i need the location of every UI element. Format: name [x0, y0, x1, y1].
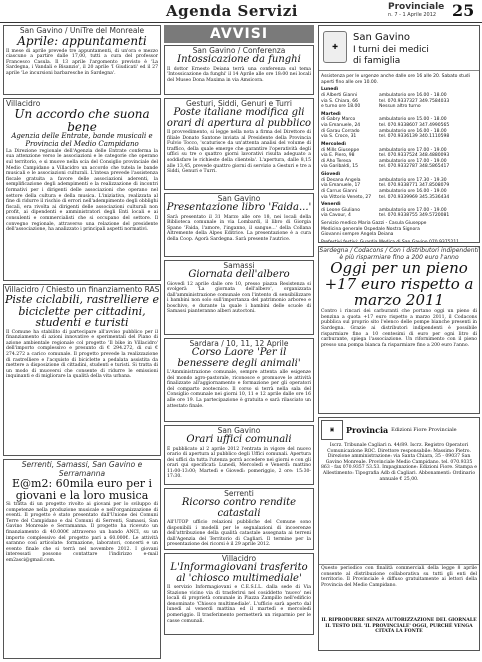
article-headline: Presentazione libro 'Faida...': [166, 202, 312, 213]
doctor-name: e turno ore 18.00: [321, 104, 361, 110]
doctors-subtitle: di famiglia: [353, 56, 401, 66]
article-body: L'Amministrazione comunale, sempre attenta alle esigenze del mondo agro-pastorale, riconosce e promuove le attività finalizzate all'aggiornamento e formazione per gli operatori del comparto zootecnico. Il corso si terrà nella sala del Consiglio comunale nei giorni 10, 11 e 12 aprile dalle ore 16 alle ore 19. La partecipazione è gratuita e sarà rilasciato un attestato finale.: [167, 370, 311, 409]
doctor-hours: ambulatorio ore 17.00 - 19.00: [379, 207, 447, 213]
article-funghi: [164, 45, 314, 95]
doctor-hours: Nessun altro turno: [379, 104, 421, 110]
doctor-name: via Vittorio Veneto, 27: [321, 194, 372, 200]
doctor-hours: tel. 070.9336139 340.1110598: [379, 134, 450, 140]
doctor-hours: tel. 070.9337524 348.4880093: [379, 153, 450, 159]
masthead-body: Iscrz. Tribunale Cagliari n. 44/89. Iscrz. Registro Operatori Comunicazione ROC. Direttore responsabile: Massimo Pietro. Direzione amministrazione: via Santa Chiara, 35 - 09037 San Gavino Monreale. Provinciale Medio Campidano. tel. 070.9335 863 - fax 070.9357 53.53. Impaginazione: Edizioni Fiore. Stampa e Allestimento: Tipografia Adb di Cagliari. Abbonamenti: Ordinario annuale € 25,00.: [321, 443, 477, 482]
doctor-hours: tel. 070.9338755 349.5720081: [379, 213, 450, 219]
article-kicker: San Gavino: [217, 426, 261, 435]
doctor-name: via E. Piero, 98: [321, 153, 355, 159]
doctors-footer: Prefestivi festivi: Guardia Medica di San Gavino 070 9375211.: [321, 239, 461, 243]
column-right: [318, 25, 480, 654]
article-body: All'UTOP ufficio relazioni pubbliche del Comune sono disponibili i modelli per le segnalazioni di incoerenze dell'attribuzione della qualità catastale assegnata ai terreni dall'Agenzia del Territorio di Cagliari. Il termine per la presentazione dei ricorsi è il 29 aprile 2012.: [167, 520, 311, 548]
article-kicker: Samassi: [223, 261, 255, 270]
doctor-name: di Desana Angela: [321, 177, 361, 183]
column-left: [3, 25, 161, 662]
article-albero: [164, 260, 314, 335]
article-em2: [3, 459, 161, 659]
article-body: Il Comune ha stabilito di partecipare all'avviso pubblico per il finanziamento di azioni innovative e sperimentali del Piano di azione ambientale regionale col progetto 'Il bike in Villacidro' dell'importo complessivo e presunto di € 294.272, di cui € 274.272 a carico comunale. Il progetto prevede la realizzazione di rastrelliere e l'acquisto di biciclette a pedalata assistita da mettere a disposizione di cittadini, studenti e turisti. Si tratta di un modo di muoversi che consente di ridurre le emissioni inquinanti e di migliorare la qualità della vita urbana.: [6, 329, 158, 380]
doctor-hours: ambulatorio ore 17.00 - 19.00: [379, 158, 447, 164]
doctor-row: [321, 134, 477, 140]
article-headline: Oggi per un pieno +17 euro rispetto a marzo 2011: [324, 259, 474, 309]
article-body: Il mese di aprile prevede tre appuntamenti, di un'ora e mezzo ciascuno a partire dalle 17,00, tutti a cura del professor Francesco Casula. Il 13 aprile l'argomento previsto è 'La Sardegna, i Vandali e Bisanzio', il 20 aprile 'I Giudicati' ed il 27 aprile 'Le incursioni barbaresche in Sardegna'.: [6, 48, 158, 76]
article-body: Il servizio Informagiovani e C.E.S.I.L. dalla sede di Via Stazione vicino via di trasferirsi nel cosiddetto 'nuovo' nei locali di proprietà comunale in Piazza Zampillo nell'edificio denominato 'Chiosco multimediale'. L'ufficio sarà aperto dal lunedì al venerdì mattina ed il martedì e mercoledì pomeriggio. Il trasferimento permetterà un risparmio per le casse comunali.: [167, 585, 311, 624]
doctor-hours: ambulatorio ore 15.00 - 18.00: [379, 117, 447, 123]
doctor-name: di Garau Corrado: [321, 128, 360, 134]
extra-service: Giovanni sempre Angela Deiana: [321, 232, 394, 238]
article-kicker: Villacidro / Chiesto un finanziamento RAS: [4, 285, 160, 294]
article-headline: Corso Laore 'Per il benessere degli animali': [177, 347, 301, 369]
article-headline: L'Informagiovani trasferito al 'chiosco multimediale': [170, 562, 308, 584]
doctor-name: di Alberti Gianni: [321, 92, 358, 98]
doctor-hours: ambulatorio ore 16.00 - 19.00: [379, 188, 447, 194]
doctor-name: di Carrus Gianni: [321, 188, 358, 194]
doctors-town: San Gavino: [353, 32, 411, 43]
article-unitre: [3, 25, 161, 95]
masthead-notice: Questo periodico con finalità commerciali della legge 8 aprile consente al distribuzione collaborativa su tutti gli enti del territorio. Il Provinciale è diffuso gratuitamente ai lettori della Provincia del Medio Campidano.: [319, 564, 479, 617]
article-catasto: [164, 488, 314, 550]
extra-service: Servizio medico Maria Gazzi - Casula Giuseppe: [321, 221, 427, 226]
article-headline: Giornata dell'albero: [188, 269, 290, 280]
article-headline: Ricorso contro rendite catastali: [181, 497, 297, 519]
doctor-hours: ambulatorio ore 17.00 - 19.00: [379, 147, 447, 153]
article-subhead: Agenzia delle Entrate, bande musicali e Provincia del Medio Campidano: [11, 132, 153, 148]
doctor-hours: ambulatorio ore 17.30 - 19.30: [379, 177, 447, 183]
doctors-title: I turni dei medici: [353, 45, 429, 55]
article-kicker: Villacidro: [6, 99, 41, 108]
article-accordo: [3, 98, 161, 281]
doctor-name: via Cavour, 4: [321, 213, 351, 219]
article-body: La Direzione regionale dell'Agenzia delle Entrate conferma la sua attenzione verso le associazioni e le categorie che operano sul territorio, e si muove nella scia del Consiglio provinciale del Medio Campidano a Villacidro un accordo che tutela le bande musicali e le associazioni culturali. L'intesa prevede l'assistenza fiscale gratuita a favore delle associazioni aderenti, la semplificazione degli adempimenti e la realizzazione di incontri formativi per i dirigenti delle associazioni che operano nel settore della cultura e della musica. L'iniziativa, realizzata al fine di ridurre il rischio di errori nell'adempimento degli obblighi fiscali, era rivolta ai dirigenti delle associazioni culturali non profit, ai dipendenti e amministratori degli Enti locali e ai consulenti e commercialisti che si occupano del settore. Il convegno regionale, attraverso una relazione del presidente dell'associazione, ha analizzato i principali aspetti normativi.: [6, 148, 158, 233]
article-kicker: Sardara / 10, 11, 12 Aprile: [189, 339, 289, 348]
doctor-row: [321, 195, 477, 201]
doctors-schedule: [318, 25, 480, 243]
page-header: [0, 0, 482, 23]
section-title: Agenda Servizi: [166, 2, 298, 20]
medical-cross-icon: ✚: [323, 31, 347, 63]
article-kicker: Serrenti, Samassi, San Gavino e Serramanna: [21, 460, 143, 478]
article-informagiovani: [164, 553, 314, 635]
doctor-row: [321, 104, 477, 110]
article-body: Sarà presentato il 31 Marzo alle ore 18, nei locali della Biblioteca comunale in via Lombardi, il libro di Giorgia Spano 'Faida, l'amore, l'inganno, il sangue...' della Collana Altremente della Alpes Editrice. La presentazione è a cura della Coop. Agorà Sardegna. Sarà presente l'autrice.: [167, 214, 311, 242]
article-headline: Poste italiane modifica gli orari di apertura al pubblico: [166, 107, 312, 129]
doctor-hours: tel. 070.9337327 349.7584033: [379, 98, 450, 104]
doctor-name: di Leone Giuliano: [321, 207, 360, 213]
article-headline: Aprile: appuntamenti: [17, 34, 147, 48]
doctor-name: di Aho Teresa: [321, 158, 352, 164]
article-piste: [3, 284, 161, 456]
masthead-footer: IL RIPRODURRE SENZA AUTORIZZAZIONE DEL GIORNALE IL TESTO DEL 'IL PROVINCIALE' OGGI, PURCHÉ VENGA CITATA LA FONTE: [321, 618, 477, 635]
article-body: Si tratta di un progetto rivolto ai giovani per lo sviluppo di competenze nella produzione musicale e nell'organizzazione di eventi. Il progetto è stato presentato dall'Unione dei Comuni Terre del Campidano e dai Comuni di Serrenti, Samassi, San Gavino Monreale e Serramanna. Il progetto ha ricevuto un finanziamento di 40.000€ attraverso un bando ANCI, su un importo complessivo del progetto pari a 60.000€. Le attività saranno così articolate: formazione, laboratori, concerti e un evento finale che si terrà nel novembre 2012. I giovani interessati possono contattare l'indirizzo e-mail em2asci@gmail.com.: [6, 502, 158, 564]
issue-label: n. 7 - 1 Aprile 2012: [388, 12, 437, 18]
article-headline: Orari uffici comunali: [186, 434, 292, 445]
doctor-name: di Gabry Marco: [321, 117, 356, 123]
day-heading: Mercoledì: [321, 141, 346, 147]
doctor-name: via S. Chiara, 66: [321, 98, 359, 104]
doctors-list: [319, 73, 479, 243]
day-heading: Venerdì: [321, 202, 341, 208]
article-headline: Un accordo che suona bene: [14, 107, 150, 134]
extra-service: Medicina generale Ospedale Nostra Signora: [321, 226, 420, 232]
doctor-hours: tel. 070.9339969 345.3536434: [379, 194, 450, 200]
provincia-emblem-icon: ▣: [321, 420, 343, 440]
doctor-hours: tel. 070.9338771 347.8508079: [379, 183, 450, 189]
article-faida: [164, 193, 314, 257]
doctor-hours: ambulatorio ore 16.00 - 18.00: [379, 128, 447, 134]
doctor-name: via Garibaldi, 15: [321, 164, 359, 170]
article-kicker: San Gavino / UniTre del Monreale: [19, 26, 145, 35]
article-body: Il provvedimento, si legge nella nota a firma del Direttore di filiale Donato Santone inviata al Presidente della Provincia Fulvio Tocco, 'scaturisce da un'attenta analisi del volume di traffico, della quale emerge che garantire l'operatività degli uffici su tre o quattro giorni lavorativi risulta adeguato a soddisfare le richieste della clientela'. L'apertura, dalle 8,15 alle 13,45, prevede quattro giorni di servizio a Gesturi e tre a Siddi, Genuri e Turri.: [167, 130, 311, 175]
doctor-row: [321, 213, 477, 219]
article-body: È pubblicato al 2 aprile 2012 l'entrata in vigore del nuovo orario di apertura al pubblico degli Uffici comunali. Apertura dei uffici da tutta l'utenza porrà accedere nei giorni e con gli orari qui specificati: Lunedì, Mercoledì e Venerdì: mattino 11:00-13:00; Martedì e Giovedì: pomeriggio, 2 ore: 15:30-17:30.: [167, 446, 311, 480]
article-kicker: Villacidro: [221, 554, 257, 563]
doctor-name: via S. Croce, 31: [321, 134, 357, 140]
doctor-name: via Emanuele, 24: [321, 123, 361, 128]
paper-name: Provinciale: [388, 2, 445, 12]
doctors-header: [319, 26, 479, 71]
doctor-row: [321, 164, 477, 170]
article-body: Contro i rincari dei carburanti che portano oggi un pieno di benzina a quota +17 euro rispetto a marzo 2011, il Codacons pubblica sul proprio sito l'elenco delle pompe bianche presenti in Sardegna. Grazie ai distributori indipendenti è possibile risparmiare fino a 10 centesimi di euro per ogni litro di carburante, spiega l'associazione. Un rifornimento con il pieno presso una pompa bianca fa risparmiare fino a 200 euro l'anno.: [321, 309, 477, 348]
column-middle: [164, 25, 314, 638]
doctors-intro: Assistenza per le urgenze anche dalle ore 16 alle 20. Sabato studi aperti fino alle ore 10.00.: [321, 74, 470, 85]
avvisi-banner: AVVISI: [164, 25, 314, 43]
article-headline: Intossicazione da funghi: [177, 54, 301, 65]
article-body: Giovedì 12 aprile dalle ore 10, presso piazza Resistenza si svolgerà 'La giornata dell'albero', organizzata dall'amministrazione comunale con l'intento di sensibilizzare i bambini non solo sull'importanza del patrimonio arboreo e boschivo, e durante la quale i bambini delle scuole di Samassi pianteranno alberi autoctoni.: [167, 281, 311, 315]
day-heading: Martedì: [321, 111, 341, 117]
doctor-name: via Emanuele, 17: [321, 183, 361, 189]
doctor-hours: ambulatorio ore 16.00 - 18.00: [379, 92, 447, 98]
publisher-name: Edizioni Fiore Provinciale: [391, 427, 457, 433]
article-laore: [164, 338, 314, 422]
doctor-hours: tel. 070.9332787 348.5865417: [379, 164, 450, 170]
article-headline: Piste ciclabili, rastrelliere e biciclette per cittadini, studenti e turisti: [5, 293, 159, 330]
article-kicker: Serrenti: [224, 489, 254, 498]
doctor-hours: tel. 070.9338607 347.4990565: [379, 123, 450, 128]
page-number: 25: [452, 1, 475, 20]
day-heading: Lunedì: [321, 87, 339, 93]
article-carburanti: [318, 246, 480, 414]
article-kicker: Gesturi, Siddi, Genuri e Turri: [186, 99, 292, 108]
article-body: Il dottor Ernesto Deiana terrà una conferenza sul tema 'Intossicazione da funghi' il 14 Aprile alle ore 18:00 nei locali del Museo Dona Maxima in via Amsicora.: [167, 66, 311, 83]
day-heading: Giovedì: [321, 172, 341, 177]
provincia-name: Provincia: [346, 425, 389, 435]
article-headline: E@m2: 60mila euro per i giovani e la loro musica: [12, 477, 152, 502]
article-kicker: San Gavino / Conferenza: [192, 46, 286, 55]
article-kicker: San Gavino: [217, 194, 261, 203]
masthead-box: [318, 417, 480, 651]
article-poste: [164, 98, 314, 190]
article-kicker: Sardegna / Codacons / Con i distributori indipendenti è più risparmiare fino a 200 euro l'anno: [319, 247, 479, 261]
provincia-logo: [319, 418, 479, 442]
doctor-name: di Mills Giuseppe: [321, 147, 360, 153]
article-orari: [164, 425, 314, 485]
